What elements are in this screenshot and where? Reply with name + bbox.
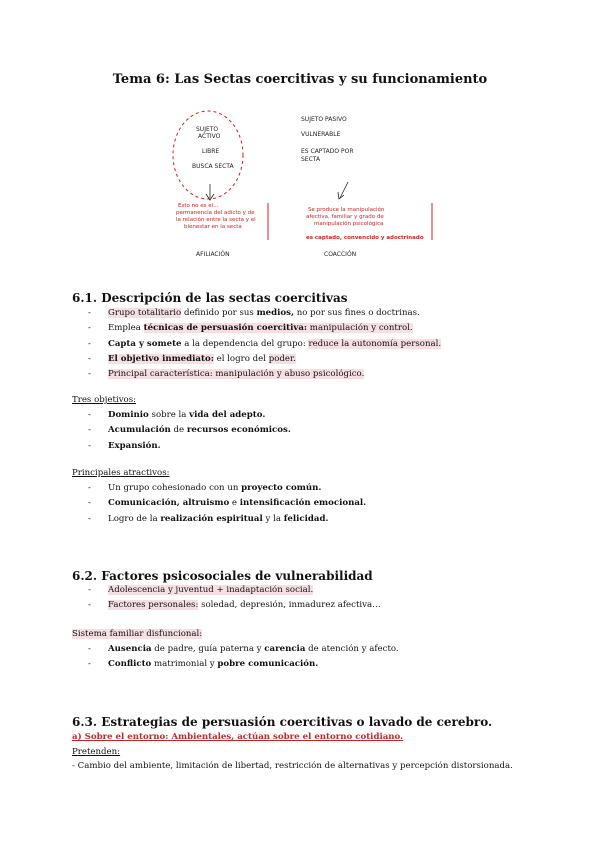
s1-list	[88, 306, 441, 382]
list-item: - Dominio sobre la vida del adepto.	[88, 410, 266, 420]
page-title: Tema 6: Las Sectas coercitivas y su funcionamiento	[112, 72, 488, 87]
list-item: - El objetivo inmediato: el logro del poder.	[88, 353, 296, 364]
right-text-line-2: VULNERABLE	[301, 131, 341, 138]
right-text-line-1: SUJETO PASIVO	[301, 116, 347, 123]
s2-list	[88, 583, 381, 614]
right-red-line-2: afectiva, familiar y grado de	[306, 214, 384, 220]
section-heading-6-3: 6.3. Estrategias de persuasión coercitivas o lavado de cerebro.	[72, 715, 493, 729]
left-oval-line-2: ACTIVO	[198, 133, 221, 140]
subheading-entorno: a) Sobre el entorno: Ambientales, actúan sobre el entorno cotidiano.	[72, 732, 404, 742]
right-red-line-4: es captado, convencido y adoctrinado	[306, 235, 424, 241]
list-item: - Emplea técnicas de persuasión coercitiva: manipulación y control.	[88, 323, 413, 334]
list-item: - Logro de la realización espiritual y la felicidad.	[88, 513, 329, 524]
list-item: - Comunicación, altruismo e intensificación emocional.	[88, 498, 367, 509]
right-text-line-3: ES CAPTADO POR	[301, 148, 354, 155]
left-red-line-4: bienestar en la secta	[184, 224, 242, 230]
subheading-pretenden: Pretenden:	[72, 747, 121, 757]
list-item: - Acumulación de recursos económicos.	[88, 425, 291, 436]
list-item: - Adolescencia y juventud + inadaptación social.	[88, 585, 314, 595]
family-list	[88, 642, 399, 673]
objectives-list	[88, 408, 291, 454]
left-caption: AFILIACIÓN	[196, 251, 230, 258]
list-item: - Capta y somete a la dependencia del grupo: reduce la autonomía personal.	[88, 338, 442, 349]
right-text-line-4: SECTA	[301, 156, 321, 163]
right-red-line-1: Se produce la manipulación	[308, 207, 385, 213]
right-red-line-3: manipulación psicológica	[314, 221, 384, 227]
list-item: - Principal característica: manipulación y abuso psicológico.	[88, 369, 365, 380]
left-oval-line-3: LIBRE	[202, 148, 220, 155]
list-item: - Factores personales: soledad, depresión, inmadurez afectiva…	[88, 600, 381, 611]
list-item: - Conflicto matrimonial y pobre comunicación.	[88, 659, 319, 670]
section-heading-6-2: 6.2. Factores psicosociales de vulnerabilidad	[72, 569, 373, 583]
list-item: - Grupo totalitario definido por sus medios, no por sus fines o doctrinas.	[88, 308, 420, 318]
right-caption: COACCIÓN	[324, 251, 357, 258]
left-oval-line-1: SUJETO	[196, 126, 219, 133]
body-line: - Cambio del ambiente, limitación de libertad, restricción de alternativas y percepción distorsionada.	[72, 761, 513, 771]
section-heading-6-1: 6.1. Descripción de las sectas coercitivas	[72, 291, 348, 305]
subheading-sistema-familiar	[72, 629, 202, 639]
highlight-text: Grupo totalitario	[108, 308, 182, 318]
list-item: - Expansión.	[88, 440, 161, 451]
right-arrow-line	[340, 182, 348, 198]
left-oval-line-4: BUSCA SECTA	[192, 163, 234, 170]
left-red-line-3: la relación entre la secta y el	[176, 217, 256, 223]
highlight-text: Sistema familiar disfuncional:	[72, 629, 203, 639]
left-red-line-1: Esto no es el...	[178, 203, 219, 209]
list-item: - Ausencia de padre, guía paterna y carencia de atención y afecto.	[88, 644, 399, 654]
subheading-atractivos: Principales atractivos:	[72, 468, 170, 478]
left-red-line-2: permanencia del adicto y de	[176, 210, 255, 216]
subheading-tres-objetivos: Tres objetivos:	[72, 395, 137, 405]
attractions-list	[88, 481, 366, 527]
affiliation-coercion-diagram	[160, 100, 440, 265]
list-item: - Un grupo cohesionado con un proyecto común.	[88, 483, 322, 493]
